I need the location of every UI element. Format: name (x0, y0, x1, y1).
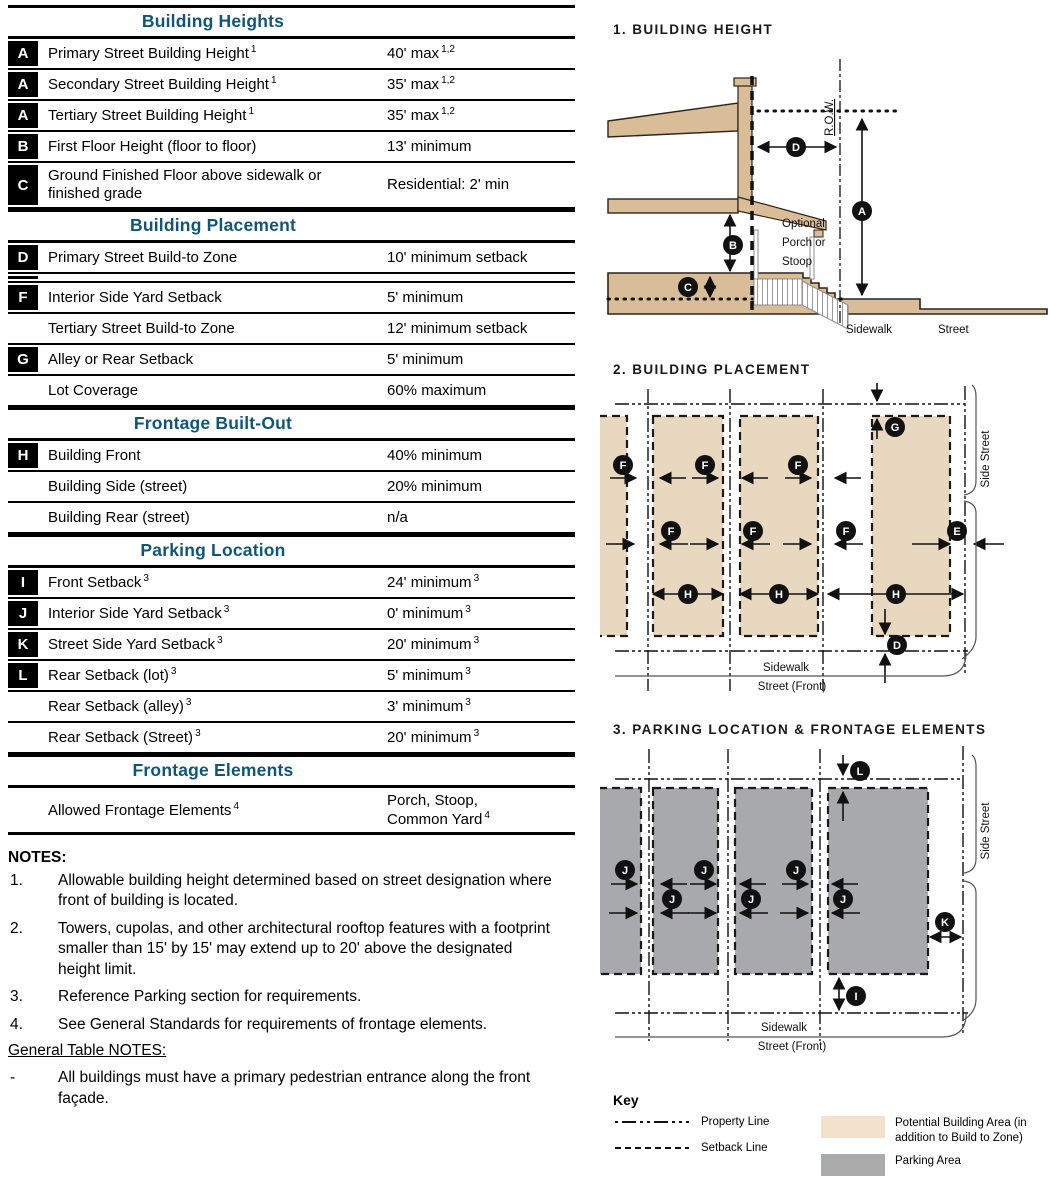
marker-J (615, 860, 635, 880)
row-label-text: Primary Street Building Height $^1$ (48, 44, 257, 63)
building-area-lot1 (600, 416, 627, 636)
row-label-text: Tertiary Street Building Height $^1$ (48, 106, 254, 125)
row-letter-cell (8, 376, 38, 405)
row-label (38, 376, 383, 405)
row-label-text: Interior Side Yard Setback (48, 288, 222, 306)
key-title: Key (613, 1092, 639, 1108)
row-label (38, 661, 383, 690)
row-label-text: Building Side (street) (48, 477, 188, 495)
marker-K (935, 912, 955, 932)
row-label: R.O.W. (824, 98, 836, 136)
row-label-text: Ground Finished Floor above sidewalk or finished grade (48, 167, 322, 202)
row-value-text: n/a (387, 508, 408, 526)
row-label-text: Primary Street Build-to Zone (48, 248, 238, 266)
row-value-text: 40% minimum (387, 446, 483, 464)
row-value (383, 441, 575, 470)
marker-F (788, 455, 808, 475)
marker-H (678, 584, 698, 604)
row-value-text: 20% minimum (387, 477, 483, 495)
svg-text:H: H (775, 589, 783, 601)
svg-text:J: J (621, 865, 629, 877)
row-letter: I (8, 570, 38, 595)
label-sup: 1 (270, 75, 277, 87)
row-label (38, 788, 383, 832)
row-value (383, 472, 575, 501)
table-row (8, 472, 575, 503)
row-label (38, 101, 383, 130)
marker-I (846, 986, 866, 1006)
marker-B (723, 235, 743, 255)
table-row (8, 39, 575, 70)
key-item-property-line (613, 1116, 821, 1128)
sidewalk-label: Sidewalk (762, 662, 810, 674)
label-sup: 1 (248, 106, 254, 118)
marker-J (786, 860, 806, 880)
note-item (8, 919, 553, 980)
row-label-text: Tertiary Street Build-to Zone (48, 319, 235, 337)
row-letter-cell (8, 283, 38, 312)
building-placement-diagram (600, 381, 1054, 701)
row-value-text: Porch, Stoop, Common Yard $^4$ (387, 791, 490, 828)
row-value-text: 20' minimum $^3$ (387, 635, 480, 654)
row-label-text: Alley or Rear Setback (48, 350, 194, 368)
marker-J (741, 889, 761, 909)
row-value (383, 274, 575, 281)
value-sup: 1,2 (441, 44, 455, 56)
notes-heading: NOTES: (8, 849, 67, 866)
side-street-label: Side Street (980, 430, 992, 488)
row-value (383, 163, 575, 207)
setback-line-label: Setback Line (701, 1142, 768, 1154)
row-value-text: 35' max $^{1,2}$ (387, 75, 455, 94)
section-header-parking-location (8, 534, 575, 568)
svg-text:J: J (668, 894, 676, 906)
row-label-text: Allowed Frontage Elements $^4$ (48, 800, 239, 819)
row-label (38, 274, 383, 281)
porch-label-line2: Porch or (782, 237, 826, 249)
row-value-text: 35' max $^{1,2}$ (387, 106, 455, 125)
row-letter-cell (8, 274, 38, 281)
row-letter-cell (8, 70, 38, 99)
label-sup: 3 (185, 697, 192, 709)
value-sup: 1,2 (441, 75, 455, 87)
label-sup: 4 (233, 800, 239, 812)
table-row (8, 101, 575, 132)
row-label (38, 163, 383, 207)
row-label (38, 441, 383, 470)
table-row (8, 723, 575, 754)
svg-text:C: C (684, 282, 692, 294)
row-letter: L (8, 663, 38, 688)
row-letter: C (8, 165, 38, 205)
table-row (8, 345, 575, 376)
row-label-text: Interior Side Yard Setback $^3$ (48, 604, 230, 623)
note-text: All buildings must have a primary pedestrian entrance along the front façade. (58, 1069, 531, 1107)
marker-J (694, 860, 714, 880)
section-header-building-heights (8, 5, 575, 39)
table-row (8, 132, 575, 163)
row-letter: A (8, 41, 38, 66)
row-label (38, 70, 383, 99)
section-title: Parking Location (140, 540, 286, 560)
side-street-bracket-upper (964, 755, 976, 873)
sidewalk-label: Sidewalk (760, 1022, 808, 1034)
label-sup: 3 (143, 573, 149, 585)
marker-L (850, 761, 870, 781)
row-letter: A (8, 72, 38, 97)
parking-area-swatch (821, 1154, 885, 1176)
row-label-text: Rear Setback (Street) $^3$ (48, 728, 201, 747)
parapet-wall (738, 85, 752, 201)
row-letter-cell (8, 132, 38, 161)
row-label (38, 599, 383, 628)
note-item (8, 987, 553, 1007)
table-row (8, 163, 575, 209)
table-row (8, 599, 575, 630)
marker-D (887, 635, 907, 655)
marker-F (695, 455, 715, 475)
setback-line-sample (613, 1143, 691, 1153)
table-row (8, 243, 575, 274)
side-street-label: Side Street (980, 802, 992, 860)
marker-H (769, 584, 789, 604)
sidewalk-label: Sidewalk (846, 324, 893, 336)
note-text: Allowable building height determined based on street designation where front of building is located. (58, 872, 552, 910)
table-row (8, 314, 575, 345)
value-sup: 4 (484, 809, 490, 821)
svg-text:F: F (667, 526, 675, 538)
row-value (383, 345, 575, 374)
row-value (383, 692, 575, 721)
row-letter: J (8, 601, 38, 626)
svg-text:F: F (794, 460, 802, 472)
table-row (8, 661, 575, 692)
parking-area-lot1 (600, 788, 641, 974)
marker-E (947, 521, 967, 541)
building-area-swatch (821, 1116, 885, 1138)
side-street-bracket-upper (964, 385, 976, 495)
row-label-text: Secondary Street Building Height $^1$ (48, 75, 277, 94)
section-header-building-placement (8, 209, 575, 243)
row-letter-cell (8, 101, 38, 130)
street-front-label: Street (Front) (757, 1041, 827, 1053)
marker-F (661, 521, 681, 541)
table-row (8, 692, 575, 723)
value-sup: 3 (473, 635, 480, 647)
note-number: 4. (10, 1015, 23, 1033)
row-value (383, 101, 575, 130)
row-label-text: Lot Coverage (48, 381, 139, 399)
row-letter-cell (8, 39, 38, 68)
svg-text:E: E (953, 526, 961, 538)
section-title: Frontage Built-Out (133, 413, 293, 433)
svg-text:K: K (941, 917, 949, 929)
note-number: 1. (10, 872, 23, 889)
row-label (38, 568, 383, 597)
row-label (38, 132, 383, 161)
marker-H (886, 584, 906, 604)
row-value (383, 70, 575, 99)
row-label-text: First Floor Height (floor to floor) (48, 137, 257, 155)
general-note-item (8, 1068, 553, 1109)
section-title: Building Heights (141, 11, 285, 31)
notes-section (8, 849, 553, 1109)
general-table-notes-heading: General Table NOTES: (8, 1042, 167, 1060)
row-letter-cell (8, 243, 38, 272)
property-line-label: Property Line (701, 1116, 770, 1128)
label-sup: 3 (217, 635, 223, 647)
row-value (383, 723, 575, 752)
diagrams-column (600, 0, 1054, 1184)
building-height-diagram (600, 41, 1054, 341)
value-sup: 3 (465, 666, 471, 678)
row-letter: G (8, 347, 38, 372)
svg-text:F: F (749, 526, 757, 538)
row-label-text: Rear Setback (alley) $^3$ (48, 697, 192, 716)
parking-area-lot2 (653, 788, 718, 974)
section-title: Frontage Elements (132, 760, 294, 780)
section-title: Building Placement (130, 215, 296, 235)
key-line-samples (613, 1116, 821, 1184)
row-value (383, 599, 575, 628)
table-row (8, 630, 575, 661)
diagram1-title: 1. BUILDING HEIGHT (613, 22, 774, 37)
standards-table (8, 5, 575, 835)
diagram3-title: 3. PARKING LOCATION & FRONTAGE ELEMENTS (613, 722, 987, 737)
table-row-spacer (8, 274, 575, 283)
street-label: Street (938, 324, 969, 336)
parking-location-diagram (600, 741, 1054, 1059)
porch-label-line1: Optional (782, 218, 825, 230)
row-label (38, 283, 383, 312)
row-value-text: 0' minimum $^3$ (387, 604, 471, 623)
row-value-text: 3' minimum $^3$ (387, 697, 471, 716)
row-letter-cell (8, 503, 38, 532)
svg-text:H: H (892, 589, 900, 601)
row-letter: A (8, 103, 38, 128)
row-label-text: Building Front (48, 446, 141, 464)
row-value (383, 376, 575, 405)
street-front-label: Street (Front) (757, 681, 827, 693)
row-value (383, 568, 575, 597)
table-row (8, 503, 575, 534)
porch-roof-end (814, 230, 823, 237)
building-area-label: Potential Building Area (in addition to Build to Zone) (895, 1117, 1027, 1144)
marker-D (786, 137, 806, 157)
row-value (383, 503, 575, 532)
porch-railing (754, 279, 802, 305)
svg-text:J: J (839, 894, 847, 906)
row-value (383, 788, 575, 832)
marker-F (836, 521, 856, 541)
row-value-text: 24' minimum $^3$ (387, 573, 480, 592)
row-letter-cell (8, 723, 38, 752)
row-value-text: 5' minimum (387, 350, 464, 368)
table-row (8, 283, 575, 314)
side-street-bracket-lower (962, 881, 976, 1021)
svg-text:L: L (856, 766, 864, 778)
label-sup: 3 (223, 604, 230, 616)
row-label (38, 39, 383, 68)
standards-left-column (8, 0, 583, 1184)
row-letter-cell (8, 568, 38, 597)
row-value-text: 20' minimum $^3$ (387, 728, 480, 747)
row-value-text: 10' minimum setback (387, 248, 528, 266)
table-row (8, 70, 575, 101)
row-label (38, 472, 383, 501)
second-floor-slab (608, 199, 738, 213)
svg-text:J: J (747, 894, 755, 906)
note-item (8, 871, 553, 912)
table-row (8, 568, 575, 599)
marker-J (833, 889, 853, 909)
row-value-text: 40' max $^{1,2}$ (387, 44, 455, 63)
row-letter-cell (8, 314, 38, 343)
row-value-text: 5' minimum $^3$ (387, 666, 471, 685)
marker-F (613, 455, 633, 475)
row-letter: F (8, 285, 38, 310)
diagram2-title: 2. BUILDING PLACEMENT (613, 362, 811, 377)
row-letter-cell (8, 163, 38, 207)
row-value (383, 314, 575, 343)
row-label-text: Building Rear (street) (48, 508, 190, 526)
key-area-samples (821, 1116, 1053, 1184)
row-letter: K (8, 632, 38, 657)
row-value (383, 132, 575, 161)
svg-text:A: A (858, 206, 866, 218)
porch-column-left (754, 230, 758, 279)
label-sup: 3 (170, 666, 177, 678)
porch-label-line3: Stoop (782, 256, 813, 268)
section-header-frontage-built-out (8, 407, 575, 441)
row-label (38, 503, 383, 532)
table-row (8, 441, 575, 472)
marker-G (885, 417, 905, 437)
key-legend (613, 1092, 1053, 1184)
value-sup: 3 (465, 697, 471, 709)
row-label (38, 692, 383, 721)
row-letter-cell (8, 630, 38, 659)
row-value-text: 13' minimum (387, 137, 472, 155)
marker-F (743, 521, 763, 541)
value-sup: 3 (473, 728, 480, 740)
row-label (38, 723, 383, 752)
row-letter-cell (8, 692, 38, 721)
svg-text:D: D (792, 142, 800, 154)
row-value (383, 630, 575, 659)
note-text: Towers, cupolas, and other architectural rooftop features with a footprint smaller than 15' by 15' may extend up to 20' above the designated height limit. (58, 919, 550, 978)
value-sup: 3 (473, 573, 480, 585)
svg-text:J: J (700, 865, 708, 877)
row-letter: D (8, 245, 38, 270)
row-value-text: 5' minimum (387, 288, 464, 306)
row-label (38, 243, 383, 272)
value-sup: 3 (465, 604, 471, 616)
parking-area-label: Parking Area (895, 1154, 961, 1167)
note-number: 3. (10, 988, 23, 1006)
row-letter: B (8, 134, 38, 159)
svg-text:F: F (842, 526, 850, 538)
note-item (8, 1015, 553, 1035)
row-letter-cell (8, 788, 38, 832)
key-item-setback-line (613, 1142, 821, 1154)
marker-C (678, 277, 698, 297)
note-text: Reference Parking section for requirements. (58, 988, 362, 1006)
row-label-text: Street Side Yard Setback $^3$ (48, 635, 223, 654)
svg-text:H: H (684, 589, 692, 601)
svg-text:I: I (854, 991, 858, 1003)
svg-text:F: F (701, 460, 709, 472)
svg-text:J: J (792, 865, 800, 877)
svg-text:G: G (890, 422, 900, 434)
row-label (38, 314, 383, 343)
row-label (38, 345, 383, 374)
table-row (8, 376, 575, 407)
building-area-lot4 (872, 416, 950, 636)
row-label-text: Front Setback $^3$ (48, 573, 149, 592)
section-header-frontage-elements (8, 754, 575, 788)
row-letter-cell (8, 472, 38, 501)
row-letter-cell (8, 599, 38, 628)
property-line-sample (613, 1117, 691, 1127)
svg-text:F: F (619, 460, 627, 472)
row-value (383, 243, 575, 272)
row-label-text: Rear Setback (lot) $^3$ (48, 666, 177, 685)
note-number: 2. (10, 919, 23, 937)
row-value-text: 12' minimum setback (387, 319, 528, 337)
row-value (383, 661, 575, 690)
row-value-text: 60% maximum (387, 381, 487, 399)
note-text: See General Standards for requirements of frontage elements. (58, 1015, 488, 1033)
parking-area-lot3 (735, 788, 812, 974)
marker-J (662, 889, 682, 909)
svg-text:D: D (893, 640, 901, 652)
row-value (383, 39, 575, 68)
value-sup: 1,2 (441, 106, 455, 118)
row-letter-blank (8, 276, 38, 279)
row-value (383, 283, 575, 312)
svg-text:B: B (729, 240, 737, 252)
row-letter: H (8, 443, 38, 468)
label-sup: 3 (195, 728, 201, 740)
row-value-text: Residential: 2' min (387, 176, 510, 194)
row-letter-cell (8, 661, 38, 690)
note-dash: - (10, 1069, 16, 1087)
row-label (38, 630, 383, 659)
roof-slab (608, 103, 738, 137)
marker-A (852, 201, 872, 221)
row-letter-cell (8, 345, 38, 374)
table-row (8, 788, 575, 832)
key-item-building-area (821, 1116, 1053, 1146)
row-letter-cell (8, 441, 38, 470)
key-item-parking-area (821, 1154, 1053, 1176)
label-sup: 1 (250, 44, 257, 56)
